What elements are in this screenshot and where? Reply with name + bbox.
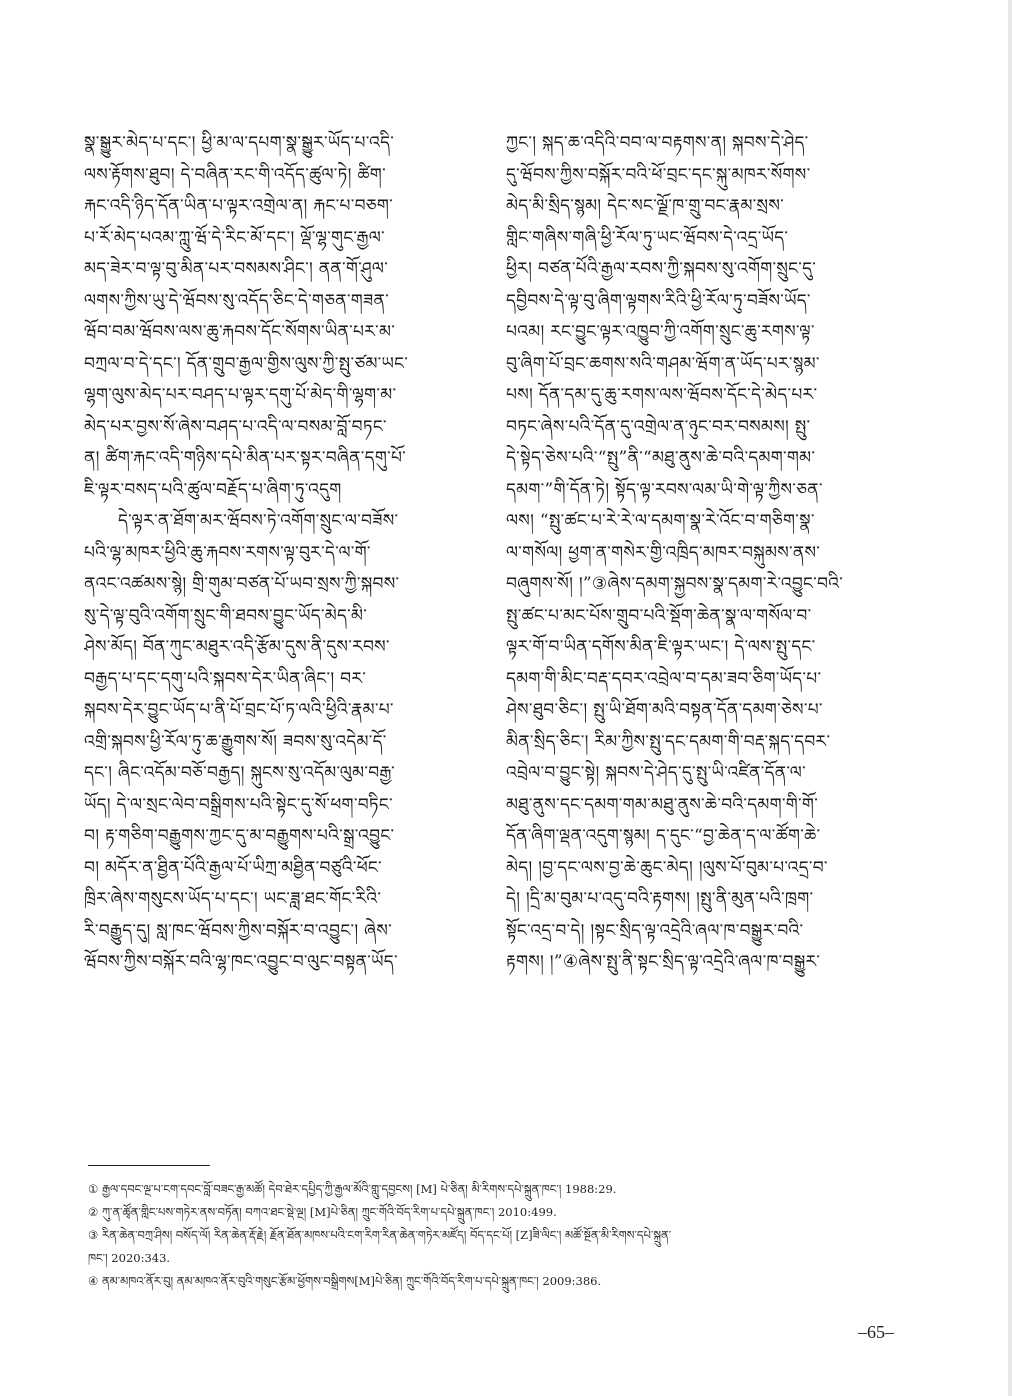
text-line: དུ་ཝོབས་ཀྱིས་བསྐོར་བའི་ཕོ་བྲང་དང་སྐུ་མཁར་སོགས་ [506, 164, 811, 185]
text-line: ཝོབ་བམ་ཝོབས་ལས་ཆུ་རྐབས་དོང་སོགས་ཡིན་པར་མ་ [84, 322, 396, 342]
text-line: ཤེས་ཐུབ་ཅིང་། སྤུ་ཡི་ཐོག་མའི་བསྟན་དོན་དམག་ཅེས་པ་ [506, 700, 823, 720]
text-line: བཏང་ཞེས་པའི་དོན་དུ་འགྲེལ་ན་ཉུང་བར་བསམས། སྤུ་ [506, 416, 811, 437]
text-line: ཇི་ལྟར་བསད་པའི་ཚུལ་བརྗོད་པ་ཞིག་ཏུ་འདུག [84, 479, 342, 500]
text-line: མིན་སྲིད་ཅིང་། རིམ་ཀྱིས་སྤུ་དང་དམག་གི་བརྡ་སྐད་དབར་ [506, 731, 831, 752]
text-line: ཤེས་མོད། བོན་ཀུང་མཐུར་འདི་རྩོམ་དུས་ནི་དུས་རབས་ [84, 637, 390, 657]
text-line: རྟགས། །”④ཞེས་སྤུ་ནི་སྟང་སྲིད་ལྟ་འདྲེའི་ཞལ་ཁ་བསྒྱུར་ [506, 952, 821, 972]
text-line: པས། དོན་དམ་དུ་ཆུ་རགས་ལས་ཝོབས་དོང་དེ་མེད་པར་ [506, 385, 818, 405]
text-line: ལྷག་ལུས་མེད་པར་བཤད་པ་ལྟར་དགུ་པོ་མེད་གི་ལྷག་མ་ [84, 385, 397, 405]
footnote-2: ② ཀུ་ན་ཚྭོན་གླིང་པས་གཏེར་ནས་བཏོན། བཀའ་ཐང་སྡེ་ལྔ། [M]པེ་ཅིན། ཀྲུང་གོའི་བོད་རིག་པ་དཔེ་སྐྲུན་ཁང་། 2010:499. [88, 1205, 557, 1219]
text-line: མཐུ་ནུས་དང་དམག་གམ་མཐུ་ནུས་ཆེ་བའི་དམག་གི་གོ་ [506, 794, 819, 815]
text-line: པའམ། རང་བྱུང་ལྟར་འཁྱུབ་ཀྱི་འགོག་སྲུང་ཆུ་རགས་ལྟ་ [506, 322, 815, 342]
text-line: འགྲི་སྐབས་ཕྱི་རོལ་ཏུ་ཆ་རྒྱུགས་སོ། ཟབས་སུ་འདེམ་དོ་ [84, 731, 387, 752]
text-line: སུ་དེ་ལྟ་བུའི་འགོག་སྲུང་གི་ཐབས་བྱུང་ཡོད་མེད་མི་ [84, 605, 368, 626]
text-line: དབྱིབས་དེ་ལྟ་བུ་ཞིག་ལྟགས་རིའི་ཕྱི་རོལ་ཏུ་བཟོས་ཡོད་ [506, 290, 811, 311]
text-line: ཀྱང་། སྐད་ཆ་འདིའི་བབ་ལ་བརྟགས་ན། སྐབས་དེ་ཤེད་ [506, 133, 809, 153]
window-scrollbar[interactable] [1008, 0, 1012, 1396]
text-line: ཕྱིར། བཙན་པོའི་རྒྱལ་རབས་ཀྱི་སྐབས་སུ་འགོག་སྲུང་དུ་ [506, 259, 817, 279]
text-line: སྣ་སྒྱུར་མེད་པ་དང་། ཕྱི་མ་ལ་དཔག་སྣ་སྒྱུར་ཡོད་པ་འདི་ [84, 133, 395, 153]
text-line: རི་བརྒྱུད་དུ། སླ་ཁང་ཝོབས་ཀྱིས་བསྐོར་བ་འབྱུང་། ཞེས་ [84, 920, 392, 941]
text-line: ལ་གསོལ། ཕྱག་ན་གསེར་གྱི་འཁྲིད་མཁར་བསྐུམས་ནས་ [506, 542, 821, 563]
text-line: ཝོབས་ཀྱིས་བསྐོར་བའི་ལྷ་ཁང་འབྱུང་བ་ལུང་བསྟན་ཡོད་ [84, 952, 398, 972]
text-line: པའི་ལྷ་མཁར་ཕྱིའི་ཆུ་རྐབས་རགས་ལྟ་བུར་དེ་ལ་གོ་ [84, 542, 371, 563]
text-line: དོན་ཞིག་ལྡན་འདུག་སྙམ། ད་དུང་“བྱ་ཆེན་ད་ལ་ཚོག་ཆེ་ [506, 826, 821, 846]
text-line: དང་། ཞིང་འདོམ་བཅོ་བརྒྱད། སྐུངས་སུ་འདོམ་ལུམ་བརྒྱ་ [84, 763, 396, 783]
text-line: དེ། །དྲི་མ་བུམ་པ་འདུ་བའི་རྟགས། །སྤུ་ནི་མུན་པའི་ཁྲག་ [506, 889, 814, 909]
footnote-separator [88, 1165, 210, 1166]
text-line: ནའང་འཚམས་སྙེ། གྲི་གུམ་བཙན་པོ་ཡབ་སྲས་ཀྱི་སྐབས་ [84, 574, 400, 594]
text-line: དེ་ལྟར་ན་ཐོག་མར་ཝོབས་ཏེ་འགོག་སྲུང་ལ་བཟོས་ [118, 511, 399, 531]
text-line: ཡོད། དེ་ལ་སྲང་ལེབ་བསྒྲིགས་པའི་སྟེང་དུ་སོ་ཕག་བཏིང་ [84, 794, 393, 815]
left-text-column [84, 128, 500, 979]
text-line: གླིང་གཞིས་གཞི་ཕྱི་རོལ་ཏུ་ཡང་ཝོབས་དེ་འདྲ་ཡོད་ [506, 227, 789, 248]
text-line: ན། ཚིག་རྐང་འདི་གཉིས་དཔེ་མིན་པར་སྟར་བཞིན་དགུ་པོ་ [84, 448, 407, 468]
text-line: ཁྲིར་ཞེས་གསུངས་ཡོད་པ་དང་། ཡང་ཟླ་ཐང་གོང་རིའི་ [84, 889, 382, 909]
footnotes [88, 1178, 908, 1293]
text-line: ལས། “སྤུ་ཚང་པ་རེ་རེ་ལ་དམག་སྣ་རེ་འོང་བ་གཅིག་སྣ་ [506, 511, 815, 531]
text-line: དམག་གི་མིང་བརྡ་དབར་འབྲེལ་བ་དམ་ཟབ་ཅིག་ཡོད་པ་ [506, 668, 822, 689]
text-line: བ། མདོར་ན་ཐྱིན་པོའི་རྒྱལ་པོ་ཡིཀྲ་མཐྱིན་བཙུའི་ཕོང་ [84, 857, 382, 878]
text-line: སྤུ་ཚང་པ་མང་པོས་གྲུབ་པའི་སྡོག་ཆེན་སྣ་ལ་གསོལ་བ་ [506, 605, 812, 626]
text-line: བཞུགས་སོ། །”③ཞེས་དམག་སྐྱབས་སྣ་དམག་རེ་འབྱུང་བའི་ [506, 574, 844, 594]
footnote-1: ① རྒྱལ་དབང་ལྔ་པ་ངག་དབང་བློ་བཟང་རྒྱ་མཚོ། དེབ་ཐེར་དཔྱིད་ཀྱི་རྒྱལ་མོའི་གླུ་དབྱངས། [M] པེ་ཅིན། མི་རིགས་དཔེ་སྐྲུན་ཁང་། 1988:29. [88, 1182, 617, 1196]
text-line: མེད་མི་སྲིད་སྙམ། དེང་སང་ལྗོ་ཁ་གྲུ་བང་རྣམ་སྲས་ [506, 196, 784, 216]
text-line: བཀྲལ་བ་དེ་དང་། དོན་གྲུབ་རྒྱལ་གྱིས་ལུས་ཀྱི་སྤུ་ཙམ་ཡང་ [84, 353, 409, 374]
text-line: དེ་སྟེད་ཅེས་པའི་“སྤུ”ནི་“མཐུ་ནུས་ཆེ་བའི་དམག་གམ་ [506, 448, 816, 468]
text-line: སྟོང་འདྲ་བ་དེ། །སྟང་སྲིད་ལྟ་འདྲེའི་ཞལ་ཁ་བསྒྱུར་བའི་ [506, 920, 804, 941]
text-line: མེད། །བྱ་དང་ལས་བྱ་ཆེ་ཆུང་མེད། །ལུས་པོ་བུམ་པ་འདྲ་བ་ [506, 857, 828, 878]
text-line: འབྲེལ་བ་བྱུང་སྟེ། སྐབས་དེ་ཤེད་དུ་སྤུ་ཡི་འཛིན་དོན་ལ་ [506, 763, 806, 783]
text-line: བུ་ཞིག་པོ་བྲང་ཆགས་སའི་གཤམ་ཝོག་ན་ཡོད་པར་སྙམ་ [506, 353, 820, 374]
text-line: ལགས་ཀྱིས་ཡུ་དེ་ཝོབས་སུ་འདོད་ཅིང་དེ་གཅན་གཟན་ [84, 290, 389, 311]
text-line: མེད་པར་བྱས་སོ་ཞེས་བཤད་པ་འདི་ལ་བསམ་བློ་བཏང་ [84, 416, 387, 437]
text-line: རྐང་འདི་ཉིད་དོན་ཡིན་པ་ལྟར་འགྲེལ་ན། རྐང་པ་བཅག་ [84, 196, 394, 216]
text-line: སྐབས་དེར་བྱུང་ཡོད་པ་ནི་པོ་བྲང་པོ་ཏ་ལའི་ཕྱིའི་རྣམ་པ་ [84, 700, 394, 720]
text-line: མད་ཟེར་བ་ལྟ་བུ་མིན་པར་བསམས་ཤིང་། ནན་གོ་ཤུལ་ [84, 259, 389, 279]
text-line: པ་རོ་མེད་པའམ་ཀླུ་ཝོ་དེ་རིང་མོ་དང་། ལྡོ་ལྷ་གུང་རྒྱལ་ [84, 227, 385, 248]
footnote-4: ④ ནམ་མཁའ་ནོར་བུ། ནམ་མཁའ་ནོར་བུའི་གསུང་རྩོམ་ཕྱོགས་བསྒྲིགས[M]པེ་ཅིན། ཀྲུང་གོའི་བོད་རིག་པ་དཔེ་སྐྲུན་ཁང་། 2009:386. [88, 1274, 602, 1288]
text-line: ལས་རྟོགས་ཐུབ། དེ་བཞིན་རང་གི་འདོད་ཚུལ་ཏེ། ཚིག་ [84, 164, 386, 185]
footnote-3-continued: ཁང་། 2020:343. [88, 1251, 171, 1265]
page-number: –65– [858, 1322, 894, 1342]
footnote-3: ③ རིན་ཆེན་བཀྲ་ཤིས། བསོད་ལོ། རིན་ཆེན་རྡོ་རྗེ། རྗོན་ཐོན་མཁས་པའི་ངག་རིག་རིན་ཆེན་གཏེར་མཛོད། བོད་དང་པོ། [Z]ཟི་ལིང་། མཚོ་སྔོན་མི་རིགས་དཔེ་སྐྲུན་ [88, 1228, 672, 1242]
text-line: ལྟར་གོ་བ་ཡིན་དགོས་མིན་ཇི་ལྟར་ཡང་། དེ་ལས་སྤུ་དང་ [506, 637, 816, 657]
text-line: བ། རྟ་གཅིག་བརྒྱུགས་ཀྱང་དུ་མ་བརྒྱུགས་པའི་སྒྲ་འབྱུང་ [84, 826, 395, 846]
text-line: བརྒྱད་པ་དང་དགུ་པའི་སྐབས་དེར་ཡིན་ཞིང་། བར་ [84, 668, 367, 689]
text-line: དམག་”གི་དོན་ཏེ། སྟོད་ལྟ་རབས་ལམ་ཡི་གེ་ལྟ་ཀྱིས་ཅན་ [506, 479, 823, 500]
right-text-column [506, 128, 922, 979]
